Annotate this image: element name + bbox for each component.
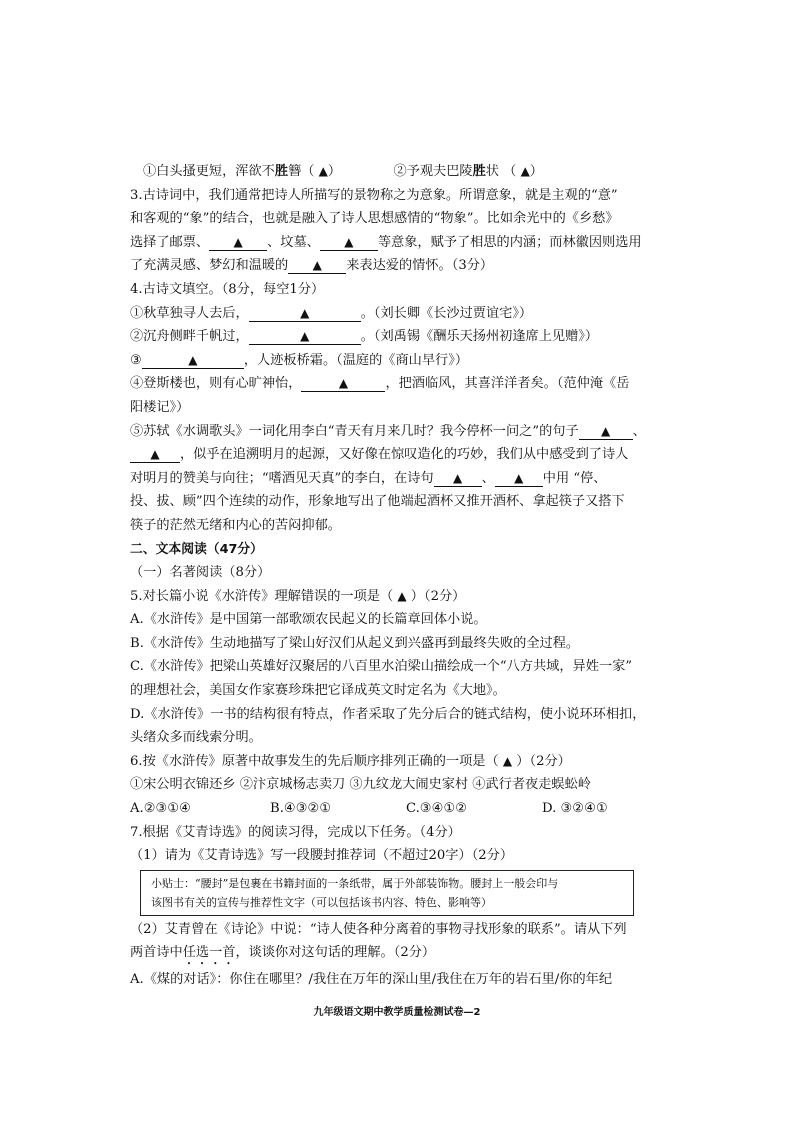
- q2a-rest: 簪（: [288, 164, 315, 179]
- q3-line4: [130, 254, 670, 278]
- q6-text: 6.按《水浒传》原著中故事发生的先后顺序排列正确的一项是（: [130, 753, 499, 769]
- q7-stem: 7.根据《艾青诗选》的阅读习得，完成以下任务。（4分）: [130, 824, 461, 840]
- q5-option-c: C.《水浒传》把梁山英雄好汉聚居的八百里水泊梁山描绘成一个“八方共域，异姓一家”: [130, 659, 633, 675]
- q6-option-d: D. ③②④①: [542, 801, 608, 817]
- section2-sub1: （一）名著阅读（8分）: [130, 565, 271, 581]
- q4-text: ，把酒临风，其喜洋洋者矣。（范仲淹《岳: [385, 376, 630, 392]
- q4-item5-line3: [130, 467, 670, 491]
- q7-part2-line1: （2）艾青曾在《诗论》中说：“诗人使各种分离着的事物寻找形象的联系”。请从下列: [130, 921, 627, 937]
- answer-triangle: ▲: [318, 164, 328, 178]
- q2a-text: ①白头搔更短，浑欲不: [143, 164, 275, 179]
- q3-line1: 3.古诗词中，我们通常把诗人所描写的景物称之为意象。所谓意象，就是主观的“意”: [130, 187, 618, 203]
- q4-text: 、: [481, 470, 495, 486]
- answer-blank[interactable]: ▲: [130, 446, 180, 463]
- q4-item5-line2: [130, 443, 670, 467]
- q5-text: ）（2分）: [410, 588, 466, 604]
- exam-content: [130, 160, 670, 992]
- q4-item1: [130, 302, 670, 326]
- q5-option-b: B.《水浒传》生动地描写了梁山好汉们从起义到兴盛再到最终失败的全过程。: [130, 635, 580, 651]
- q2b-rest: 状 （: [485, 164, 517, 179]
- q3-text: 选择了邮票、: [130, 234, 210, 250]
- answer-blank[interactable]: ▲: [249, 328, 361, 345]
- q3-line3: [130, 231, 670, 255]
- answer-blank[interactable]: ▲: [301, 375, 385, 392]
- q2a-bold: 胜: [274, 164, 289, 179]
- q3-text: 、坟墓、: [267, 234, 320, 250]
- answer-triangle: ▲: [502, 753, 513, 768]
- q4-text: ，似乎在追溯明月的起源，又好像在惊叹造化的巧妙，我们从中感受到了诗人: [180, 447, 629, 463]
- q4-item5-line5: 筷子的茫然无绪和内心的苦闷抑郁。: [130, 517, 341, 533]
- q3-text: 等意象，赋予了相思的内涵；而林徽因则选用: [377, 234, 642, 250]
- tip-line1: 小贴士：“腰封”是包裹在书籍封面的一条纸带，属于外部装饰物。腰封上一般会印与: [151, 876, 559, 890]
- q6-option-c: C.③④①②: [406, 801, 468, 817]
- q4-text: ，人迹板桥霜。（温庭的《商山早行》）: [243, 352, 469, 368]
- q2b-bold: 胜: [472, 164, 486, 179]
- page-footer: 九年级语文期中教学质量检测试卷—2: [313, 1007, 481, 1018]
- q5-option-d-cont: 头绪众多而线索分明。: [130, 730, 262, 746]
- q5-option-d: D.《水浒传》一书的结构很有特点，作者采取了先分后合的链式结构，使小说环环相扣，: [130, 706, 646, 722]
- q4-text: ②沉舟侧畔千帆过，: [130, 329, 249, 345]
- emphasized-text: 任选一首: [182, 945, 236, 961]
- tip-line2: 该图书有关的宣传与推荐性文字（可以包括该书内容、特色、影响等）: [151, 895, 492, 909]
- q2b-text: ②予观夫巴陵: [393, 164, 473, 179]
- q4-title: 4.古诗文填空。（8分，每空1分）: [130, 281, 325, 297]
- section2-title: 二、文本阅读（47分）: [130, 541, 263, 557]
- q7-text: 两首诗中: [130, 945, 183, 961]
- q6-option-a: A.②③①④: [130, 801, 192, 817]
- q6-options: [130, 797, 670, 821]
- answer-blank[interactable]: ▲: [579, 423, 633, 440]
- q6-text: ）（2分）: [516, 753, 571, 769]
- q4-item3: [130, 349, 670, 373]
- q4-text: 中用 “停、: [542, 470, 607, 486]
- q4-text: ①秋草独寻人去后，: [130, 305, 249, 321]
- q7-part2-line2: [130, 941, 670, 968]
- answer-blank[interactable]: ▲: [434, 470, 482, 487]
- answer-triangle: ▲: [520, 164, 530, 178]
- q4-text: ④登斯楼也，则有心旷神怡，: [130, 376, 302, 392]
- q5-stem: [130, 585, 670, 609]
- q7-part1: （1）请为《艾青诗选》写一段腰封推荐词（不超过20字）（2分）: [130, 848, 514, 864]
- q6-stem: [130, 750, 670, 774]
- q7-text: ，谈谈你对这句话的理解。（2分）: [235, 945, 436, 961]
- q4-item2: [130, 325, 670, 349]
- q7-poem-a: A.《煤的对话》：你住在哪里？/我住在万年的深山里/我住在万年的岩石里/你的年纪: [130, 972, 613, 988]
- answer-triangle: ▲: [397, 588, 407, 603]
- answer-blank[interactable]: ▲: [288, 257, 346, 274]
- q4-text: 。（刘禹锡《酬乐天扬州初逢席上见赠》）: [360, 329, 599, 345]
- q4-text: 。（刘长卿《长沙过贾谊宅》）: [360, 305, 533, 321]
- q3-text: 了充满灵感、梦幻和温暖的: [130, 258, 289, 274]
- answer-blank[interactable]: ▲: [495, 470, 543, 487]
- answer-blank[interactable]: ▲: [249, 305, 361, 322]
- q3-line2: 和客观的“象”的结合，也就是融入了诗人思想感情的“物象”。比如余光中的《乡愁》: [130, 211, 619, 227]
- q4-item5-line4: 投、拔、顾”四个连续的动作，形象地写出了他端起酒杯又推开酒杯、拿起筷子又搭下: [130, 494, 625, 510]
- q6-option-b: B.④③②①: [270, 801, 332, 817]
- q4-text: ⑤苏轼《水调歌头》一词化用李白“青天有月来几时？我今停杯一问之”的句子: [130, 423, 579, 439]
- q4-text: 、: [632, 423, 646, 439]
- q4-item5: [130, 420, 670, 444]
- q2b-close: ）: [529, 164, 543, 179]
- answer-blank[interactable]: ▲: [209, 234, 267, 251]
- q5-option-c-cont: 的理想社会，美国女作家赛珍珠把它译成英文时定名为《大地》。: [130, 683, 506, 699]
- q5-option-a: A.《水浒传》是中国第一部歌颂农民起义的长篇章回体小说。: [130, 612, 487, 628]
- q5-text: 5.对长篇小说《水浒传》理解错误的一项是（: [130, 588, 394, 604]
- answer-blank[interactable]: ▲: [320, 234, 378, 251]
- q4-item4-cont: 阳楼记》）: [130, 399, 190, 415]
- q4-text: ③: [130, 352, 142, 368]
- q3-text: 来表达爱的情怀。（3分）: [346, 258, 494, 274]
- q4-text: 对明月的赞美与向往；“嗜酒见天真”的李白，在诗句: [130, 470, 434, 486]
- tip-box: [140, 870, 634, 916]
- answer-blank[interactable]: ▲: [142, 352, 244, 369]
- q2a-close: ）: [327, 164, 342, 179]
- q6-events: ①宋公明衣锦还乡 ②汴京城杨志卖刀 ③九纹龙大闹史家村 ④武行者夜走蜈蚣岭: [130, 777, 591, 793]
- q4-item4: [130, 372, 670, 396]
- q2-items-line: [130, 160, 670, 184]
